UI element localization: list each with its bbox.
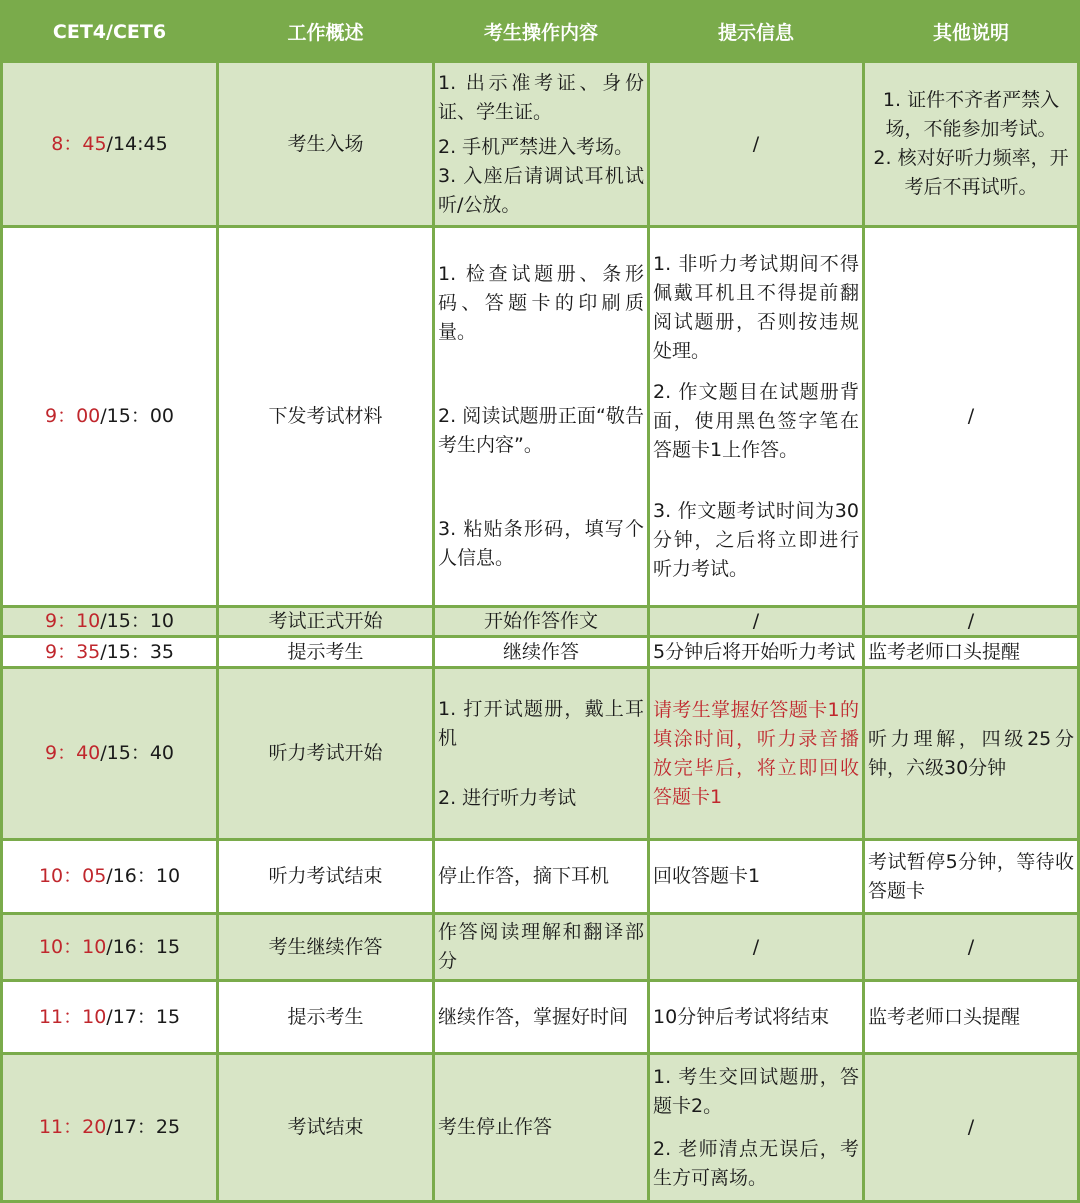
note-line: /: [967, 405, 975, 427]
time-cell: [3, 669, 216, 838]
time-cell: [3, 915, 216, 979]
header-cell-actions: 考生操作内容: [435, 3, 647, 60]
actions-cell: [435, 638, 647, 666]
overview-text: 下发考试材料: [268, 405, 383, 427]
time-cell: [3, 638, 216, 666]
tips-cell: [650, 1055, 862, 1200]
note-line: 监考老师口头提醒: [868, 1005, 1021, 1028]
actions-cell: [435, 1055, 647, 1200]
time-secondary: /15：35: [100, 640, 175, 663]
note-line: 监考老师口头提醒: [868, 640, 1021, 663]
action-line: 作答阅读理解和翻译部分: [438, 921, 644, 972]
tip-line: /: [752, 132, 760, 155]
tips-cell: [650, 638, 862, 666]
tip-line: 回收答题卡1: [653, 865, 761, 887]
time-secondary: /15：10: [100, 610, 175, 632]
note-line: 考试暂停5分钟，等待收答题卡: [868, 850, 1074, 902]
tips-cell: [650, 982, 862, 1052]
overview-cell: [219, 638, 432, 666]
overview-text: 提示考生: [287, 640, 364, 663]
tip-line: 5分钟后将开始听力考试: [653, 640, 856, 663]
overview-cell: [219, 982, 432, 1052]
notes-cell: [865, 63, 1077, 225]
overview-cell: [219, 63, 432, 225]
action-line: 停止作答，摘下耳机: [438, 865, 610, 887]
action-line: 继续作答，掌握好时间: [438, 1005, 629, 1028]
time-cell: [3, 63, 216, 225]
time-primary: 9：40: [44, 742, 101, 764]
note-line: /: [967, 935, 975, 958]
action-line: 考生停止作答: [438, 1116, 553, 1138]
time-primary: 10：10: [38, 935, 107, 958]
overview-cell: [219, 228, 432, 605]
note-line: 1. 证件不齐者严禁入场，不能参加考试。: [882, 89, 1060, 140]
actions-cell: [435, 669, 647, 838]
action-line: 1. 出示准考证、身份证、学生证。: [438, 71, 644, 123]
action-line: 3. 粘贴条形码，填写个人信息。: [438, 518, 644, 570]
time-secondary: /17：15: [106, 1005, 181, 1028]
notes-cell: [865, 915, 1077, 979]
action-line: 2. 手机严禁进入考场。: [438, 135, 634, 158]
tip-line: 1. 考生交回试题册，答题卡2。: [653, 1065, 859, 1117]
actions-cell: [435, 228, 647, 605]
overview-cell: [219, 915, 432, 979]
action-line: 3. 入座后请调试耳机试听/公放。: [438, 164, 644, 216]
tips-cell: [650, 63, 862, 225]
time-cell: [3, 982, 216, 1052]
time-primary: 10：05: [38, 865, 107, 887]
action-line: 2. 阅读试题册正面“敬告考生内容”。: [438, 404, 644, 456]
tips-cell: [650, 915, 862, 979]
header-cell-notes: 其他说明: [865, 3, 1077, 60]
notes-cell: [865, 638, 1077, 666]
tip-line: 2. 老师清点无误后，考生方可离场。: [653, 1137, 859, 1189]
overview-cell: [219, 608, 432, 635]
tip-line: 3. 作文题考试时间为30分钟，之后将立即进行听力考试。: [653, 499, 859, 580]
actions-cell: [435, 982, 647, 1052]
tips-cell: [650, 841, 862, 912]
time-primary: 9：10: [44, 610, 101, 632]
overview-cell: [219, 841, 432, 912]
tip-line: 请考生掌握好答题卡1的填涂时间，听力录音播放完毕后，将立即回收答题卡1: [653, 698, 859, 808]
overview-cell: [219, 669, 432, 838]
time-secondary: /15：40: [100, 742, 175, 764]
tip-line: 10分钟后考试将结束: [653, 1005, 830, 1028]
tips-cell: [650, 228, 862, 605]
actions-cell: [435, 63, 647, 225]
time-primary: 8：45: [51, 132, 107, 155]
time-cell: [3, 1055, 216, 1200]
notes-cell: [865, 608, 1077, 635]
tip-line: /: [752, 610, 760, 632]
time-cell: [3, 608, 216, 635]
header-cell-cet: CET4/CET6: [3, 3, 216, 60]
time-secondary: /14:45: [106, 132, 168, 155]
tip-line: 2. 作文题目在试题册背面，使用黑色签字笔在答题卡1上作答。: [653, 380, 859, 461]
tip-line: /: [752, 935, 760, 958]
time-primary: 9：00: [44, 405, 101, 427]
header-cell-overview: 工作概述: [219, 3, 432, 60]
tips-cell: [650, 608, 862, 635]
time-primary: 9：35: [44, 640, 101, 663]
action-line: 1. 打开试题册，戴上耳机: [438, 697, 644, 749]
time-cell: [3, 841, 216, 912]
note-line: /: [967, 610, 975, 632]
overview-text: 提示考生: [287, 1005, 364, 1028]
note-line: 听力理解，四级25分钟，六级30分钟: [868, 727, 1074, 779]
note-line: 2. 核对好听力频率，开考后不再试听。: [873, 147, 1069, 198]
time-secondary: /15：00: [100, 405, 175, 427]
overview-cell: [219, 1055, 432, 1200]
note-line: /: [967, 1116, 975, 1138]
overview-text: 听力考试开始: [268, 742, 383, 764]
time-cell: [3, 228, 216, 605]
tips-cell: [650, 669, 862, 838]
actions-cell: [435, 915, 647, 979]
action-line: 开始作答作文: [483, 610, 598, 632]
overview-text: 听力考试结束: [268, 865, 383, 887]
time-primary: 11：10: [38, 1005, 107, 1028]
overview-text: 考生继续作答: [268, 935, 383, 958]
overview-text: 考试正式开始: [268, 610, 383, 632]
time-primary: 11：20: [38, 1116, 107, 1138]
action-line: 继续作答: [502, 640, 579, 663]
overview-text: 考试结束: [287, 1116, 364, 1138]
actions-cell: [435, 608, 647, 635]
action-line: 2. 进行听力考试: [438, 786, 577, 809]
time-secondary: /16：15: [106, 935, 181, 958]
actions-cell: [435, 841, 647, 912]
notes-cell: [865, 228, 1077, 605]
time-secondary: /17：25: [106, 1116, 181, 1138]
overview-text: 考生入场: [287, 132, 364, 155]
header-cell-tips: 提示信息: [650, 3, 862, 60]
notes-cell: [865, 841, 1077, 912]
action-line: 1. 检查试题册、条形码、答题卡的印刷质量。: [438, 262, 644, 343]
tip-line: 1. 非听力考试期间不得佩戴耳机且不得提前翻阅试题册，否则按违规处理。: [653, 252, 859, 362]
time-secondary: /16：10: [106, 865, 181, 887]
notes-cell: [865, 1055, 1077, 1200]
notes-cell: [865, 982, 1077, 1052]
notes-cell: [865, 669, 1077, 838]
